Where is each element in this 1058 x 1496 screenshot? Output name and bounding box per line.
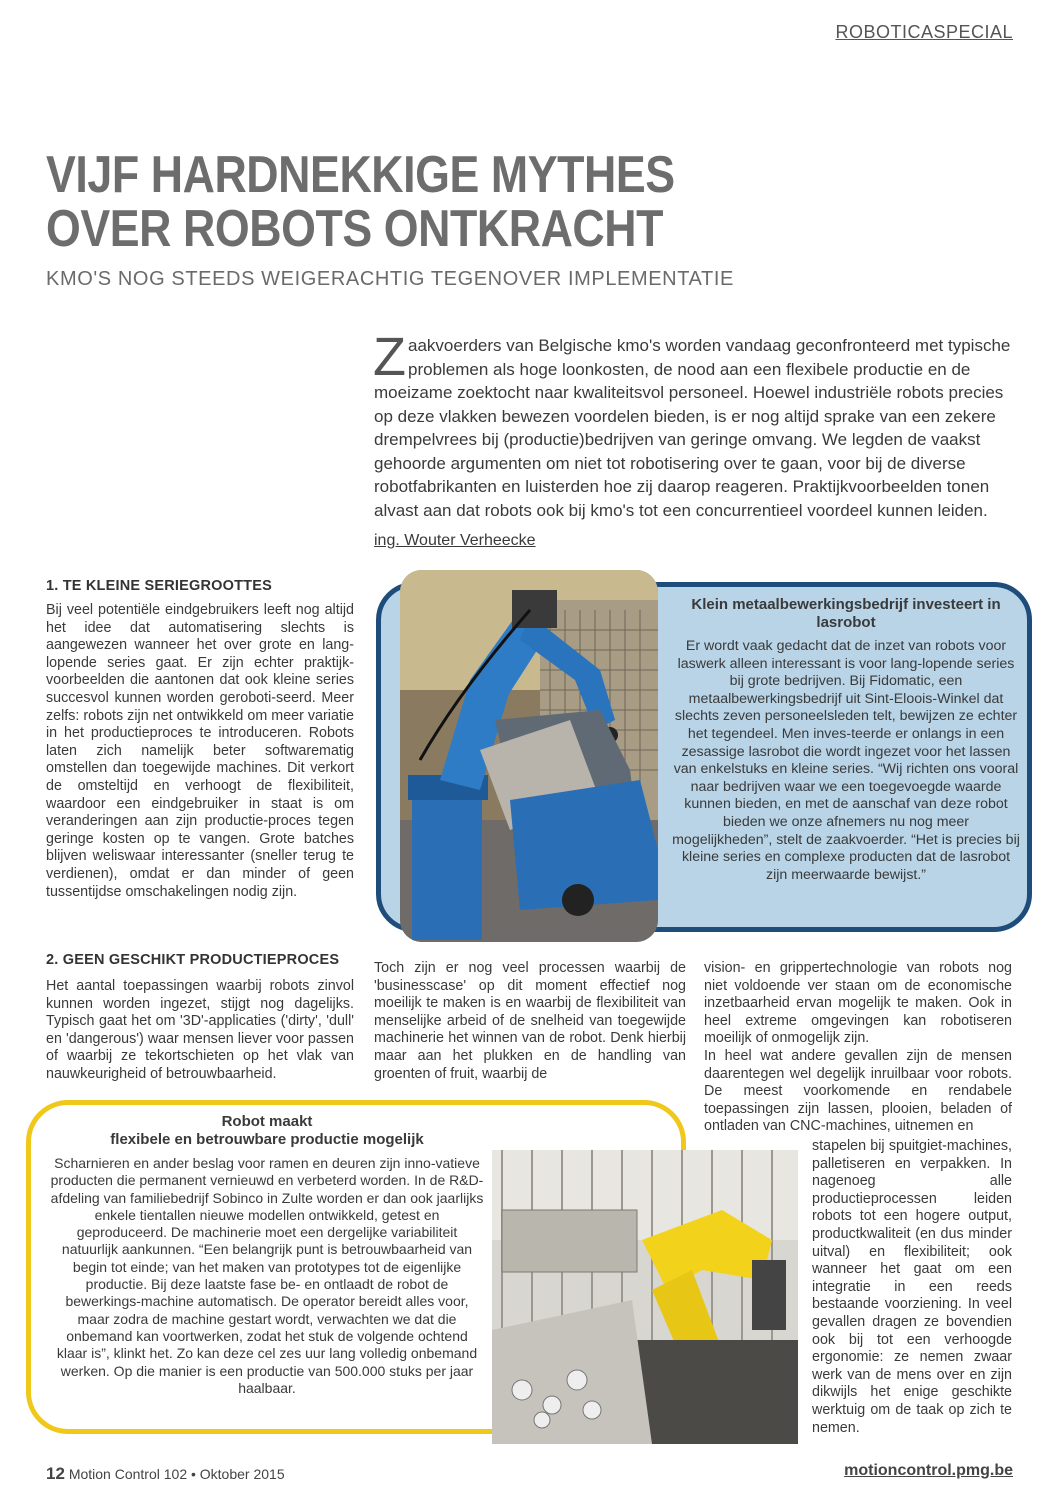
author-byline: ing. Wouter Verheecke <box>374 532 536 549</box>
title-line-2: OVER ROBOTS ONTKRACHT <box>46 200 664 258</box>
title-line-1: VIJF HARDNEKKIGE MYTHES <box>46 146 675 204</box>
robot-cell-photo <box>492 1150 798 1444</box>
section-2-paragraph: Het aantal toepassingen waarbij robots zinvol kunnen worden ingezet, stijgt nog dagelijks. Typisch gaat het om '3D'-applicaties ('dirty', 'dull' en 'dangerous') waar mensen liever voor passen of waarbij ze tekortschieten op het vlak van nauwkeurigheid of betrouwbaarheid. <box>46 978 354 1082</box>
section-2-heading: 2. GEEN GESCHIKT PRODUCTIEPROCES <box>46 952 340 968</box>
welding-robot-illustration <box>400 570 658 942</box>
sidebar-blue-title: Klein metaalbewerkingsbedrijf investeert in lasrobot <box>691 596 1001 631</box>
sidebar-blue-body: Er wordt vaak gedacht dat de inzet van robots voor laswerk alleen interessant is voor lang-lopende series bij grote bedrijven. Bij Fidomatic, een metaalbewerkingsbedrijf uit Sint-Eloois-Winkel dat slechts zeven personeelsleden telt, bewijzen ze echter het tegendeel. Men inves-teerde er onlangs in een zesassige lasrobot die wordt ingezet voor het lassen van enkelstuks en kleine series. “Wij richten ons vooral naar bedrijven waar we een toegevoegde waarde kunnen bieden, en met de aanschaf van deze robot bieden we onze afnemers nu nog meer mogelijkheden”, stelt de zaakvoerder. “Het is precies bij kleine series en complexe producten dat de lasrobot zijn meerwaarde bewijst.” <box>672 638 1020 883</box>
sidebar-yellow-title-1: Robot maakt <box>221 1113 313 1130</box>
article-intro <box>373 327 1014 522</box>
page-footer <box>46 1464 285 1484</box>
right-column-paragraph-1: vision- en grippertechnologie van robots nog niet voldoende ver staan om de economische inzetbaarheid ervan mogelijk te maken. Ook in heel extreme omgevingen kan robotiseren moeilijk of onmogelijk zijn. <box>704 960 1012 1047</box>
middle-column <box>374 960 686 1083</box>
right-column-paragraph-2a: In heel wat andere gevallen zijn de mensen daarentegen wel degelijk inruilbaar voor robots. De meest voorkomende en rendabele toepassingen zijn lassen, plooien, beladen of ontladen van CNC-machines, uitnemen en <box>704 1047 1012 1135</box>
robot-cell-illustration <box>492 1150 798 1444</box>
intro-text: aakvoerders van Belgische kmo's worden vandaag geconfronteerd met typische problemen als hoge loonkosten, de nood aan een flexibele productie en de moeizame zoektocht naar kwaliteitsvol personeel. Hoewel industriële robots precies op deze vlakken bewezen voordelen bieden, is er nog altijd sprake van een zekere drempelvrees bij (productie)bedrijven van geringe omvang. We legden de vaakst gehoorde argumenten om niet tot robotisering over te gaan, voor bij de diverse robotfabrikanten en luisterden hoe zij daarop reageren. Praktijkvoorbeelden tonen alvast aan dat robots ook bij kmo's tot een concurrentieel voordeel kunnen leiden. <box>374 336 1011 520</box>
welding-robot-photo <box>400 570 658 942</box>
right-column-paragraph-2b: stapelen bij spuitgiet-machines, palletiseren en verpakken. In nagenoeg alle productieprocessen leiden robots tot een hogere output, productkwaliteit (en dus minder uitval) en flexibiliteit; ook wanneer het gaat om een integratie in een reeds bestaande voorziening. In veel gevallen dragen ze bovendien ook bij tot een verhoogde ergonomie: ze nemen zwaar werk van de mens over en zijn dikwijls het enige geschikte werktuig om de taak op zich te nemen. <box>812 1138 1012 1436</box>
section-1-heading: 1. TE KLEINE SERIEGROOTTES <box>46 578 272 594</box>
sidebar-blue-content <box>672 596 1020 884</box>
right-column <box>704 960 1012 1136</box>
issue-info: Motion Control 102 • Oktober 2015 <box>68 1466 285 1482</box>
page-number: 12 <box>46 1464 65 1483</box>
sidebar-yellow-body: Scharnieren en ander beslag voor ramen en deuren zijn inno-vatieve producten die permanent vernieuwd en verbeterd worden. In de R&D-afdeling van familiebedrijf Sobinco in Zulte worden er dan ook jaarlijks enkele tientallen nieuwe modellen ontwikkeld, getest en geproduceerd. De machinerie moet een dergelijke variabiliteit natuurlijk aankunnen. “Een belangrijk punt is betrouwbaarheid van begin tot einde; van het maken van prototypes tot de eigenlijke productie. Bij deze laatste fase be- en ontlaadt de robot de bewerkings-machine automatisch. De operator bereidt alles voor, maar zodra de machine gestart wordt, verwachten we dat die onbemand kan voortwerken, zodat het stuk de volgende ochtend klaar is”, klinkt het. Zo kan deze cel zes uur lang volledig onbemand werken. Op die manier is een productie van 500.000 stuks per jaar haalbaar. <box>50 1155 484 1396</box>
section-2-body <box>46 978 354 1084</box>
section-1-body <box>46 602 354 901</box>
website-link[interactable]: motioncontrol.pmg.be <box>844 1462 1013 1479</box>
sidebar-yellow-content <box>50 1113 484 1397</box>
section-1-paragraph: Bij veel potentiële eindgebruikers leeft nog altijd het idee dat automatisering slechts is aangewezen wanneer het over grote en lang-lopende series gaat. Er zijn echter praktijk-voorbeelden die aantonen dat ook kleine series succesvol kunnen worden geroboti-seerd. Meer zelfs: robots zijn net ontwikkeld om meer variatie in het productieproces te introduceren. Robots laten zich namelijk beter softwarematig omstellen dan toegewijde machines. Dit verkort de omsteltijd en verhoogt de flexibiliteit, waardoor een eindgebruiker in staat is om veranderingen aan zijn productie-proces tegen geringe kosten op te vangen. Grote batches blijven weliswaar interessanter (sneller terug te verdienen), omdat er dan minder of geen tussentijdse omschakelingen nodig zijn. <box>46 602 354 900</box>
sidebar-yellow-title-2: flexibele en betrouwbare productie mogelijk <box>110 1131 424 1148</box>
article-title <box>46 148 734 256</box>
middle-column-paragraph: Toch zijn er nog veel processen waarbij de 'businesscase' op dit moment effectief nog moeilijk te maken is en waarbij de flexibiliteit van menselijke arbeid of de snelheid van toegewijde machinerie het winnen van de robot. Denk hierbij maar aan het plukken en de handling van groenten of fruit, waarbij de <box>374 960 686 1082</box>
right-column-wrap <box>812 1138 1012 1437</box>
intro-dropcap: Z <box>373 327 406 387</box>
section-kicker: ROBOTICASPECIAL <box>835 22 1013 42</box>
article-subtitle: KMO'S NOG STEEDS WEIGERACHTIG TEGENOVER IMPLEMENTATIE <box>46 268 734 290</box>
